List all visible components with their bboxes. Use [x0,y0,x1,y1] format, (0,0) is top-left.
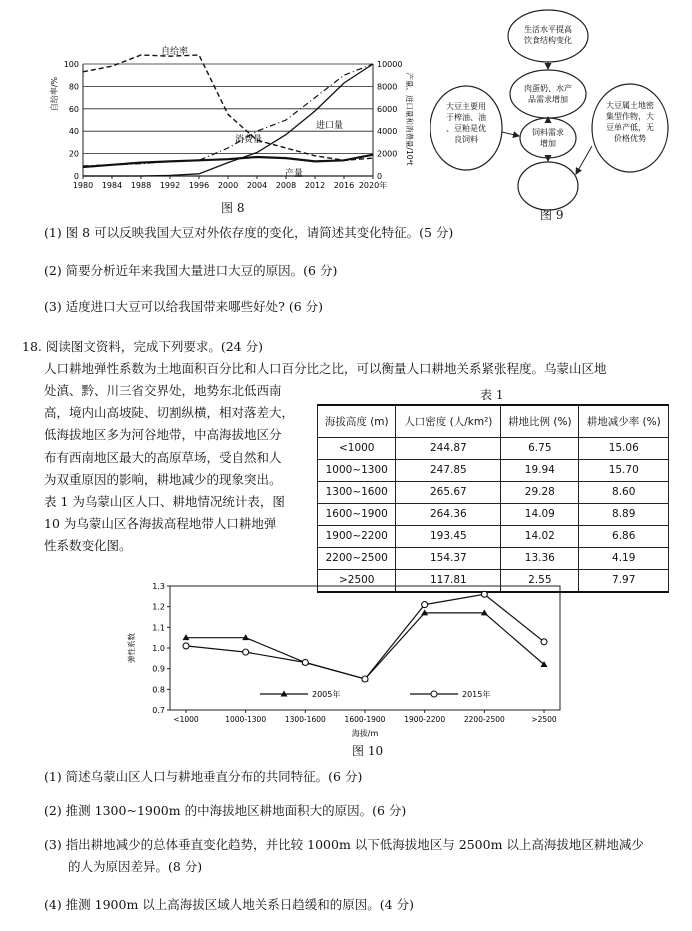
figure-8 [40,40,420,220]
table-row [318,547,669,569]
q18-line: 高，境内山高坡陡、切割纵横，相对落差大， [44,405,295,421]
table-1-title: 表 1 [480,388,504,402]
y-tick-label: 1.1 [152,623,165,633]
legend-marker [431,691,437,697]
series-line [83,55,373,160]
q18-2: (2) 推测 1300~1900m 的中海拔地区耕地面积大的原因。(6 分) [44,803,407,818]
table-header: 耕地比例 (%) [501,405,579,437]
table-cell: 1900~2200 [318,525,396,547]
legend-label: 2015年 [462,690,491,699]
table-row [318,481,669,503]
left-tick-label: 100 [63,60,79,69]
q18-line: 表 1 为乌蒙山区人口、耕地情况统计表，图 [44,494,285,510]
table-cell: 2200~2500 [318,547,396,569]
table-cell: 264.36 [396,503,501,525]
table-cell: 1300~1600 [318,481,396,503]
table-cell: 265.67 [396,481,501,503]
data-point [302,659,308,665]
table-cell: 8.89 [579,503,669,525]
plot-frame [170,586,560,710]
left-tick-label: 20 [68,149,79,159]
x-axis-label: 海拔/m [351,729,379,738]
y-left-label: 自给率/% [50,76,59,112]
x-tick-label: >2500 [531,715,557,724]
table-row [318,503,669,525]
table-cell: 1000~1300 [318,459,396,481]
series-label: 产量 [285,169,304,179]
table-cell: 15.70 [579,459,669,481]
series-line [83,155,373,167]
x-tick-label: 2000 [217,181,239,190]
figure-9 [430,6,670,216]
node-left-text: 大豆主要用于榨油、油、豆粕是优良饲料 [446,102,486,144]
q17-1: (1) 图 8 可以反映我国大豆对外依存度的变化，请简述其变化特征。(5 分) [44,225,454,240]
left-tick-label: 0 [73,172,79,181]
table-cell: 6.75 [501,437,579,459]
x-tick-label: 2200-2500 [463,715,505,724]
table-header: 人口密度 (人/km²) [396,405,501,437]
x-tick-label: 1900-2200 [404,715,446,724]
data-point [422,602,428,608]
x-tick-label: 1996 [188,181,210,190]
q18-line: 性系数变化图。 [44,538,132,554]
right-tick-label: 10000 [377,60,403,69]
q17-2: (2) 简要分析近年来我国大量进口大豆的原因。(6 分) [44,263,338,278]
node-feed-text: 饲料需求增加 [532,128,564,148]
data-point [362,676,368,682]
right-tick-label: 0 [377,172,383,181]
left-tick-label: 40 [68,127,79,137]
q18-line1: 人口耕地弹性系数为土地面积百分比和人口百分比之比，可以衡量人口耕地关系紧张程度。乌蒙山区地 [44,361,607,376]
y-axis-label: 弹性系数 [127,633,136,663]
data-point [541,639,547,645]
table-cell: 19.94 [501,459,579,481]
x-tick-label: 1600-1900 [344,715,386,724]
x-tick-label: 2020年 [358,181,388,190]
node-top-text: 生活水平提高饮食结构变化 [524,25,572,45]
x-tick-label: 1992 [159,181,181,190]
data-point [243,649,249,655]
x-tick-label: 1988 [130,181,152,190]
series-line [186,594,544,679]
table-cell: 1600~1900 [318,503,396,525]
x-tick-label: 1984 [101,181,123,190]
series-label: 自给率 [161,47,189,57]
series-label: 消费量 [235,135,263,145]
right-tick-label: 4000 [377,127,398,137]
table-cell: 6.86 [579,525,669,547]
table-cell: <1000 [318,437,396,459]
y-tick-label: 1.0 [152,644,165,653]
table-cell: 13.36 [501,547,579,569]
table-cell: 154.37 [396,547,501,569]
table-header: 海拔高度 (m) [318,405,396,437]
node-meat [510,70,586,118]
table-1 [317,404,669,593]
right-tick-label: 6000 [377,104,398,114]
x-tick-label: 1300-1600 [284,715,326,724]
table-cell: 244.87 [396,437,501,459]
y-tick-label: 0.8 [152,685,165,695]
table-cell: 4.19 [579,547,669,569]
series-line [186,613,544,679]
figure-10-caption: 图 10 [352,744,384,758]
figure-8-caption: 图 8 [221,201,245,215]
right-tick-label: 8000 [377,82,398,92]
table-cell: 14.09 [501,503,579,525]
table-cell: 8.60 [579,481,669,503]
x-tick-label: <1000 [173,715,199,724]
node-feed [520,118,576,158]
table-header: 耕地减少率 (%) [579,405,669,437]
q18-header: 18. 阅读图文资料，完成下列要求。(24 分) [22,339,263,354]
legend-label: 2005年 [312,690,341,699]
q18-line: 10 为乌蒙山区各海拔高程地带人口耕地弹 [44,516,277,532]
table-cell: 14.02 [501,525,579,547]
y-tick-label: 0.7 [152,706,165,715]
table-cell: 247.85 [396,459,501,481]
figure-10 [120,578,580,740]
q18-line: 为双重原因的影响，耕地减少的现象突出。 [44,471,282,487]
table-cell: 117.81 [396,569,501,592]
x-tick-label: 2012 [304,181,326,190]
table-cell: 193.45 [396,525,501,547]
y-tick-label: 1.3 [152,582,165,591]
left-tick-label: 60 [68,104,79,114]
x-tick-label: 1000-1300 [225,715,267,724]
table-cell: >2500 [318,569,396,592]
x-tick-label: 2008 [275,181,297,190]
data-point [183,643,189,649]
table-cell: 29.28 [501,481,579,503]
x-tick-label: 2016 [333,181,355,190]
table-row [318,525,669,547]
table-row [318,459,669,481]
table-cell: 2.55 [501,569,579,592]
q18-4: (4) 推测 1900m 以上高海拔区域人地关系日趋缓和的原因。(4 分) [44,897,414,912]
y-tick-label: 0.9 [152,664,165,674]
left-tick-label: 80 [68,82,79,92]
table-row [318,437,669,459]
figure-9-caption: 图 9 [540,208,564,222]
series-label: 进口量 [316,121,344,131]
q18-1: (1) 简述乌蒙山区人口与耕地垂直分布的共同特征。(6 分) [44,769,363,784]
x-tick-label: 2004 [246,181,268,190]
q17-3: (3) 适度进口大豆可以给我国带来哪些好处? (6 分) [44,299,324,314]
q18-3-cont: 的人为原因差异。(8 分) [68,859,203,874]
table-cell: 15.06 [579,437,669,459]
right-tick-label: 2000 [377,149,398,159]
data-point [481,591,487,597]
q18-paragraph [44,380,314,558]
q18-3: (3) 指出耕地减少的总体垂直变化趋势，并比较 1000m 以下低海拔地区与 2500m 以上高海拔地区耕地减少 [44,837,644,852]
node-bottom [518,162,578,210]
y-tick-label: 1.2 [152,602,165,612]
node-meat-text: 肉蛋奶、水产品需求增加 [524,84,572,104]
y-right-label: 产量、进口量和消费量/10⁴t [405,72,414,166]
q18-line: 布有西南地区最大的高原草场，受自然和人 [44,449,282,465]
table-cell: 7.97 [579,569,669,592]
q18-line: 低海拔地区多为河谷地带，中高海拔地区分 [44,427,282,443]
node-right-text: 大豆属土地密集型作物，大豆单产低，无价格优势 [606,101,654,143]
x-tick-label: 1980 [72,181,94,190]
q18-line: 处滇、黔、川三省交界处，地势东北低西南 [44,383,282,398]
